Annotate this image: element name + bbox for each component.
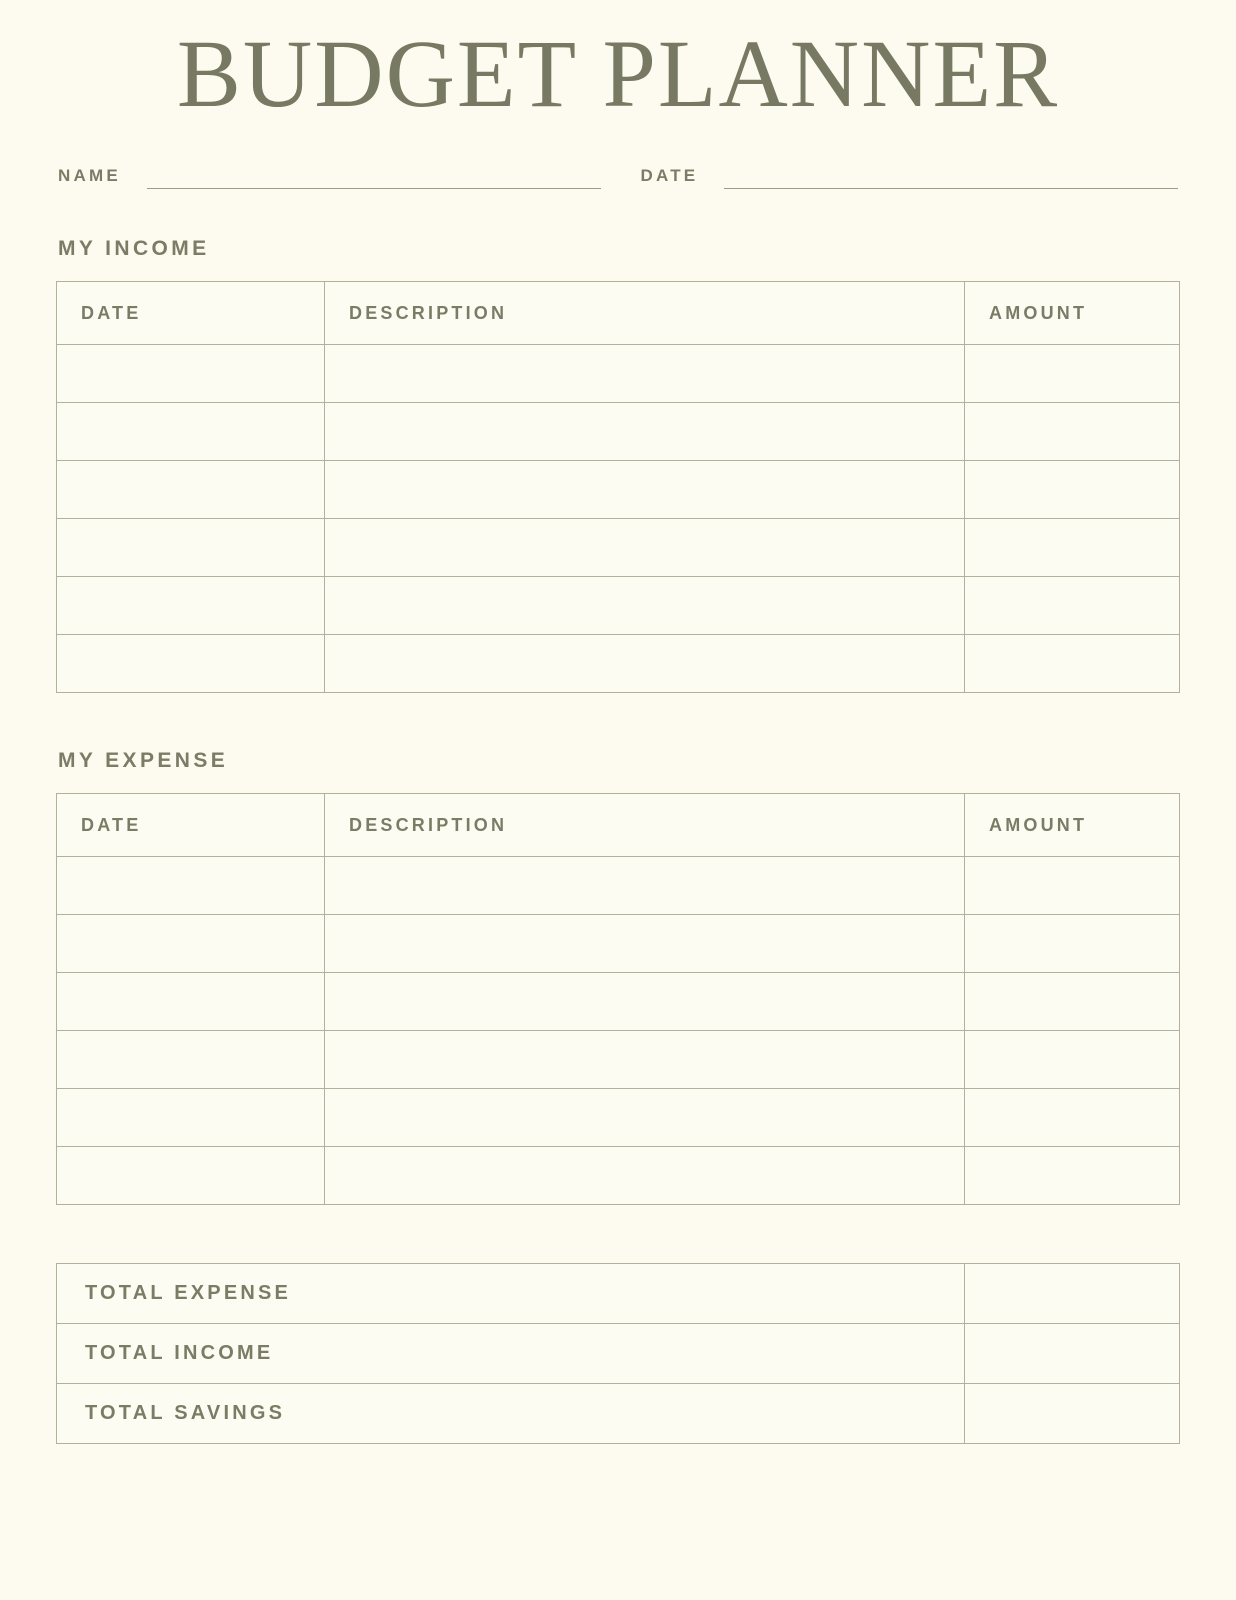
total-income-value[interactable] <box>965 1324 1180 1384</box>
page-title: BUDGET PLANNER <box>176 20 1060 127</box>
table-row <box>57 915 1180 973</box>
table-row <box>57 403 1180 461</box>
table-row <box>57 577 1180 635</box>
table-row <box>57 1031 1180 1089</box>
income-col-date: DATE <box>57 282 325 345</box>
expense-cell-amount[interactable] <box>965 1031 1180 1089</box>
total-savings-value[interactable] <box>965 1384 1180 1444</box>
name-label: NAME <box>58 166 121 185</box>
income-cell-amount[interactable] <box>965 461 1180 519</box>
income-table <box>56 281 1180 693</box>
expense-heading: MY EXPENSE <box>58 749 229 772</box>
expense-cell-description[interactable] <box>325 1147 965 1205</box>
date-input[interactable] <box>724 166 1178 189</box>
expense-cell-amount[interactable] <box>965 1089 1180 1147</box>
table-row <box>57 1384 1180 1444</box>
table-row <box>57 857 1180 915</box>
income-cell-amount[interactable] <box>965 403 1180 461</box>
expense-cell-description[interactable] <box>325 1031 965 1089</box>
expense-header-row <box>57 794 1180 857</box>
expense-cell-amount[interactable] <box>965 857 1180 915</box>
expense-cell-description[interactable] <box>325 973 965 1031</box>
income-cell-amount[interactable] <box>965 635 1180 693</box>
name-date-row <box>56 166 1180 189</box>
expense-col-description: DESCRIPTION <box>325 794 965 857</box>
income-col-amount: AMOUNT <box>965 282 1180 345</box>
table-row <box>57 461 1180 519</box>
table-row <box>57 973 1180 1031</box>
expense-cell-date[interactable] <box>57 857 325 915</box>
table-row <box>57 635 1180 693</box>
income-cell-description[interactable] <box>325 345 965 403</box>
expense-cell-amount[interactable] <box>965 973 1180 1031</box>
income-cell-description[interactable] <box>325 577 965 635</box>
table-row <box>57 519 1180 577</box>
income-cell-date[interactable] <box>57 519 325 577</box>
expense-cell-date[interactable] <box>57 915 325 973</box>
date-label: DATE <box>640 166 699 185</box>
table-row <box>57 345 1180 403</box>
income-cell-description[interactable] <box>325 519 965 577</box>
table-row <box>57 1324 1180 1384</box>
expense-cell-description[interactable] <box>325 857 965 915</box>
income-cell-description[interactable] <box>325 403 965 461</box>
table-row <box>57 1089 1180 1147</box>
expense-table <box>56 793 1180 1205</box>
income-cell-amount[interactable] <box>965 577 1180 635</box>
income-heading: MY INCOME <box>58 237 210 260</box>
total-income-label: TOTAL INCOME <box>57 1324 965 1384</box>
income-header-row <box>57 282 1180 345</box>
expense-cell-description[interactable] <box>325 915 965 973</box>
income-cell-date[interactable] <box>57 577 325 635</box>
table-row <box>57 1264 1180 1324</box>
income-cell-description[interactable] <box>325 635 965 693</box>
total-savings-label: TOTAL SAVINGS <box>57 1384 965 1444</box>
expense-cell-description[interactable] <box>325 1089 965 1147</box>
expense-cell-amount[interactable] <box>965 915 1180 973</box>
income-cell-amount[interactable] <box>965 345 1180 403</box>
income-cell-description[interactable] <box>325 461 965 519</box>
expense-col-date: DATE <box>57 794 325 857</box>
income-cell-date[interactable] <box>57 635 325 693</box>
income-col-description: DESCRIPTION <box>325 282 965 345</box>
totals-table <box>56 1263 1180 1444</box>
expense-cell-date[interactable] <box>57 1031 325 1089</box>
income-cell-date[interactable] <box>57 403 325 461</box>
table-row <box>57 1147 1180 1205</box>
income-cell-date[interactable] <box>57 345 325 403</box>
total-expense-label: TOTAL EXPENSE <box>57 1264 965 1324</box>
expense-cell-date[interactable] <box>57 1147 325 1205</box>
expense-col-amount: AMOUNT <box>965 794 1180 857</box>
total-expense-value[interactable] <box>965 1264 1180 1324</box>
name-input[interactable] <box>147 166 601 189</box>
expense-cell-date[interactable] <box>57 973 325 1031</box>
income-cell-date[interactable] <box>57 461 325 519</box>
income-cell-amount[interactable] <box>965 519 1180 577</box>
expense-cell-amount[interactable] <box>965 1147 1180 1205</box>
expense-cell-date[interactable] <box>57 1089 325 1147</box>
